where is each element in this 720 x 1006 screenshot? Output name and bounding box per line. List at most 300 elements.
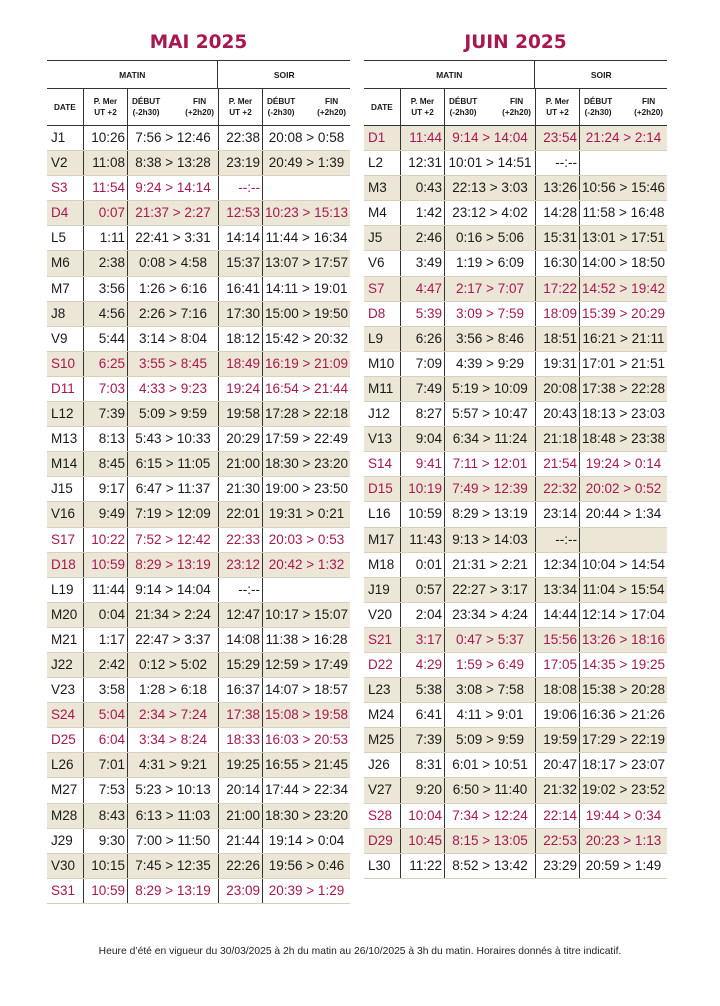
- matin-pleine-mer: 10:22: [83, 528, 127, 552]
- column-header: [364, 89, 667, 126]
- soir-debut-fin: 11:44 > 16:34: [262, 226, 350, 250]
- matin-debut-fin: 21:34 > 2:24: [127, 603, 218, 627]
- matin-debut-fin: 7:52 > 12:42: [127, 528, 218, 552]
- matin-pleine-mer: 7:03: [83, 377, 127, 401]
- matin-pleine-mer: 1:17: [83, 628, 127, 652]
- matin-pleine-mer: 0:07: [83, 201, 127, 225]
- table-row: [364, 653, 667, 678]
- day-number: 10: [60, 355, 76, 371]
- matin-pleine-mer: 8:43: [83, 804, 127, 828]
- matin-debut-fin: 2:17 > 7:07: [444, 277, 535, 301]
- soir-debut-fin: 20:49 > 1:39: [262, 151, 350, 175]
- soir-debut-fin: 15:38 > 20:28: [579, 678, 667, 702]
- soir-debut-fin: 15:42 > 20:32: [262, 327, 350, 351]
- soir-debut-fin: 10:17 > 15:07: [262, 603, 350, 627]
- soir-pleine-mer: 18:51: [535, 327, 579, 351]
- date-cell: [47, 778, 83, 802]
- matin-pleine-mer: 5:39: [400, 302, 444, 326]
- matin-debut-fin: 7:45 > 12:35: [127, 854, 218, 878]
- matin-debut-fin: 8:15 > 13:05: [444, 829, 535, 853]
- soir-pleine-mer: 18:12: [218, 327, 262, 351]
- matin-pleine-mer: 10:26: [83, 126, 127, 150]
- table-row: [47, 728, 350, 753]
- table-body: [47, 126, 350, 904]
- soir-pleine-mer: 18:33: [218, 728, 262, 752]
- weekday: D: [368, 130, 378, 145]
- matin-debut-fin: 2:26 > 7:16: [127, 302, 218, 326]
- date-cell: [364, 804, 400, 828]
- day-number: 2: [375, 155, 384, 171]
- weekday: M: [368, 531, 380, 547]
- date-cell: [364, 251, 400, 275]
- matin-debut-fin: 6:47 > 11:37: [127, 477, 218, 501]
- soir-debut-fin: 19:00 > 23:50: [262, 477, 350, 501]
- table-row: [47, 327, 350, 352]
- matin-pleine-mer: 10:19: [400, 477, 444, 501]
- soir-debut-fin: 13:01 > 17:51: [579, 226, 667, 250]
- weekday: S: [368, 280, 378, 296]
- day-number: 10: [379, 355, 395, 371]
- table-row: [364, 778, 667, 803]
- pmer-header: P. Mer UT +2: [83, 89, 127, 125]
- weekday: J: [51, 305, 58, 321]
- weekday: D: [368, 481, 378, 497]
- soir-pleine-mer: 23:29: [535, 854, 579, 878]
- date-cell: [364, 854, 400, 878]
- month-table-juin: [364, 30, 667, 879]
- soir-pleine-mer: --:--: [218, 176, 262, 200]
- soir-debut-fin: 17:01 > 21:51: [579, 352, 667, 376]
- matin-pleine-mer: 6:04: [83, 728, 127, 752]
- matin-pleine-mer: 10:04: [400, 804, 444, 828]
- day-number: 15: [57, 481, 73, 497]
- soir-debut-fin: 20:44 > 1:34: [579, 502, 667, 526]
- soir-debut-fin: 20:59 > 1:49: [579, 854, 667, 878]
- soir-pleine-mer: 23:12: [218, 553, 262, 577]
- day-number: 24: [60, 707, 76, 723]
- soir-debut-fin: 14:07 > 18:57: [262, 678, 350, 702]
- date-cell: [364, 352, 400, 376]
- matin-pleine-mer: 8:45: [83, 452, 127, 476]
- soir-debut-fin: 18:17 > 23:07: [579, 753, 667, 777]
- date-cell: [47, 628, 83, 652]
- weekday: V: [51, 330, 61, 346]
- table-row: [364, 176, 667, 201]
- matin-debut-fin: 1:19 > 6:09: [444, 251, 535, 275]
- matin-debut-fin: 9:13 > 14:03: [444, 528, 535, 552]
- soir-pleine-mer: 19:59: [535, 728, 579, 752]
- soir-debut-fin: 15:08 > 19:58: [262, 703, 350, 727]
- matin-pleine-mer: 9:49: [83, 502, 127, 526]
- date-cell: [364, 201, 400, 225]
- table-row: [364, 854, 667, 879]
- day-number: 12: [58, 406, 74, 422]
- table-row: [364, 728, 667, 753]
- date-cell: [364, 277, 400, 301]
- soir-pleine-mer: 19:58: [218, 402, 262, 426]
- day-number: 5: [58, 230, 67, 246]
- weekday: M: [368, 380, 380, 396]
- soir-debut-fin: 17:28 > 22:18: [262, 402, 350, 426]
- day-number: 27: [62, 782, 78, 798]
- soir-pleine-mer: 15:56: [535, 628, 579, 652]
- matin-pleine-mer: 4:47: [400, 277, 444, 301]
- matin-debut-fin: 3:34 > 8:24: [127, 728, 218, 752]
- date-cell: [47, 879, 83, 903]
- soir-pleine-mer: 18:49: [218, 352, 262, 376]
- date-cell: [47, 302, 83, 326]
- date-cell: [47, 829, 83, 853]
- matin-debut-fin: 5:09 > 9:59: [127, 402, 218, 426]
- table-row: [364, 753, 667, 778]
- matin-pleine-mer: 2:04: [400, 603, 444, 627]
- matin-debut-fin: 4:39 > 9:29: [444, 352, 535, 376]
- table-row: [47, 653, 350, 678]
- soir-debut-fin: 19:44 > 0:34: [579, 804, 667, 828]
- section-header: [364, 61, 667, 89]
- day-number: 4: [379, 205, 387, 221]
- date-cell: [364, 678, 400, 702]
- day-number: 21: [62, 631, 78, 647]
- date-cell: [364, 176, 400, 200]
- column-header: [47, 89, 350, 126]
- soir-pleine-mer: 14:14: [218, 226, 262, 250]
- soir-pleine-mer: 12:53: [218, 201, 262, 225]
- soir-header: SOIR: [217, 61, 350, 88]
- table-row: [47, 251, 350, 276]
- matin-pleine-mer: 11:43: [400, 528, 444, 552]
- matin-pleine-mer: 5:38: [400, 678, 444, 702]
- weekday: S: [51, 180, 61, 196]
- weekday: L: [51, 757, 59, 773]
- table-row: [47, 528, 350, 553]
- weekday: S: [51, 531, 61, 547]
- table-row: [364, 226, 667, 251]
- matin-pleine-mer: 11:22: [400, 854, 444, 878]
- day-number: 30: [60, 857, 76, 873]
- soir-pleine-mer: 13:26: [535, 176, 579, 200]
- weekday: M: [51, 631, 63, 647]
- soir-debut-fin: 20:08 > 0:58: [262, 126, 350, 150]
- soir-pleine-mer: 22:01: [218, 502, 262, 526]
- matin-debut-fin: 8:38 > 13:28: [127, 151, 218, 175]
- table-row: [364, 553, 667, 578]
- matin-debut-fin: 6:15 > 11:05: [127, 452, 218, 476]
- day-number: 14: [377, 456, 393, 472]
- weekday: D: [368, 305, 378, 321]
- matin-debut-fin: 7:11 > 12:01: [444, 452, 535, 476]
- soir-debut-fin: 10:04 > 14:54: [579, 553, 667, 577]
- soir-pleine-mer: 17:30: [218, 302, 262, 326]
- soir-pleine-mer: 21:44: [218, 829, 262, 853]
- matin-debut-fin: 1:26 > 6:16: [127, 277, 218, 301]
- matin-debut-fin: 7:19 > 12:09: [127, 502, 218, 526]
- matin-debut-fin: 6:50 > 11:40: [444, 778, 535, 802]
- matin-debut-fin: 8:29 > 13:19: [127, 553, 218, 577]
- soir-pleine-mer: 20:14: [218, 778, 262, 802]
- soir-debut-fin: 18:48 > 23:38: [579, 427, 667, 451]
- weekday: V: [368, 606, 378, 622]
- day-number: 2: [60, 155, 68, 171]
- matin-debut-fin: 21:31 > 2:21: [444, 553, 535, 577]
- weekday: M: [368, 556, 380, 572]
- day-number: 17: [379, 531, 395, 547]
- date-cell: [364, 226, 400, 250]
- weekday: V: [51, 682, 61, 698]
- soir-debut-fin: 17:59 > 22:49: [262, 427, 350, 451]
- soir-pleine-mer: 16:30: [535, 251, 579, 275]
- date-header: DATE: [54, 102, 76, 112]
- weekday: J: [368, 230, 375, 246]
- day-number: 6: [377, 255, 385, 271]
- matin-pleine-mer: 3:17: [400, 628, 444, 652]
- day-number: 20: [62, 606, 78, 622]
- matin-pleine-mer: 0:01: [400, 553, 444, 577]
- soir-debut-fin: 21:24 > 2:14: [579, 126, 667, 150]
- table-row: [364, 477, 667, 502]
- matin-pleine-mer: 3:49: [400, 251, 444, 275]
- date-cell: [364, 427, 400, 451]
- date-cell: [47, 678, 83, 702]
- matin-debut-fin: 7:49 > 12:39: [444, 477, 535, 501]
- day-number: 28: [62, 807, 78, 823]
- matin-debut-fin: 8:52 > 13:42: [444, 854, 535, 878]
- matin-debut-fin: 0:16 > 5:06: [444, 226, 535, 250]
- footer-note: Heure d’été en vigueur du 30/03/2025 à 2h du matin au 26/10/2025 à 3h du matin. Horaires donnés à titre indicatif.: [98, 946, 622, 957]
- soir-pleine-mer: 18:08: [535, 678, 579, 702]
- day-number: 14: [62, 456, 78, 472]
- date-cell: [364, 829, 400, 853]
- table-row: [47, 302, 350, 327]
- table-row: [364, 528, 667, 553]
- date-header: DATE: [371, 102, 393, 112]
- soir-pleine-mer: 21:00: [218, 804, 262, 828]
- matin-debut-fin: 0:47 > 5:37: [444, 628, 535, 652]
- weekday: D: [51, 556, 61, 572]
- matin-debut-fin: 10:01 > 14:51: [444, 151, 535, 175]
- weekday: D: [51, 380, 61, 396]
- soir-debut-fin: 11:04 > 15:54: [579, 578, 667, 602]
- table-row: [364, 402, 667, 427]
- date-cell: [47, 176, 83, 200]
- matin-debut-fin: 7:00 > 11:50: [127, 829, 218, 853]
- matin-debut-fin: 22:47 > 3:37: [127, 628, 218, 652]
- matin-pleine-mer: 1:11: [83, 226, 127, 250]
- matin-pleine-mer: 9:41: [400, 452, 444, 476]
- table-row: [47, 277, 350, 302]
- day-number: 3: [379, 180, 387, 196]
- table-body: [364, 126, 667, 879]
- table-row: [364, 427, 667, 452]
- date-cell: [364, 302, 400, 326]
- day-number: 5: [374, 230, 383, 246]
- matin-debut-fin: 3:09 > 7:59: [444, 302, 535, 326]
- table-row: [47, 126, 350, 151]
- date-cell: [47, 327, 83, 351]
- table-row: [364, 703, 667, 728]
- day-number: 7: [62, 280, 70, 296]
- matin-pleine-mer: 0:04: [83, 603, 127, 627]
- matin-debut-fin: 1:28 > 6:18: [127, 678, 218, 702]
- matin-debut-fin: 5:43 > 10:33: [127, 427, 218, 451]
- soir-debut-fin: 20:23 > 1:13: [579, 829, 667, 853]
- date-cell: [364, 502, 400, 526]
- soir-debut-fin: 10:23 > 15:13: [262, 201, 350, 225]
- table-row: [47, 678, 350, 703]
- date-cell: [364, 628, 400, 652]
- weekday: M: [368, 732, 380, 748]
- table-row: [47, 427, 350, 452]
- day-number: 8: [377, 305, 386, 321]
- table-row: [364, 502, 667, 527]
- debut-fin-header: DÉBUT (-2h30) FIN (+2h20): [444, 89, 535, 125]
- day-number: 9: [375, 330, 384, 346]
- day-number: 24: [379, 707, 395, 723]
- weekday: L: [51, 581, 59, 597]
- soir-debut-fin: 11:38 > 16:28: [262, 628, 350, 652]
- matin-debut-fin: 0:12 > 5:02: [127, 653, 218, 677]
- weekday: V: [368, 782, 378, 798]
- weekday: M: [51, 255, 63, 271]
- matin-debut-fin: 1:59 > 6:49: [444, 653, 535, 677]
- weekday: J: [368, 406, 375, 422]
- soir-pleine-mer: 20:29: [218, 427, 262, 451]
- soir-pleine-mer: 19:24: [218, 377, 262, 401]
- matin-pleine-mer: 11:44: [400, 126, 444, 150]
- weekday: J: [51, 832, 58, 848]
- soir-debut-fin: 14:00 > 18:50: [579, 251, 667, 275]
- matin-debut-fin: 4:11 > 9:01: [444, 703, 535, 727]
- pmer-header: P. Mer UT +2: [535, 89, 579, 125]
- table-row: [364, 151, 667, 176]
- table-row: [364, 829, 667, 854]
- matin-pleine-mer: 4:29: [400, 653, 444, 677]
- soir-pleine-mer: 23:54: [535, 126, 579, 150]
- soir-pleine-mer: --:--: [535, 528, 579, 552]
- weekday: J: [51, 130, 58, 145]
- date-cell: [364, 753, 400, 777]
- table-row: [47, 176, 350, 201]
- weekday: L: [368, 682, 376, 698]
- soir-debut-fin: 16:03 > 20:53: [262, 728, 350, 752]
- soir-pleine-mer: 23:09: [218, 879, 262, 903]
- table-row: [47, 854, 350, 879]
- weekday: J: [51, 656, 58, 672]
- soir-debut-fin: 12:14 > 17:04: [579, 603, 667, 627]
- date-cell: [47, 553, 83, 577]
- soir-pleine-mer: 16:37: [218, 678, 262, 702]
- day-number: 11: [60, 380, 75, 396]
- soir-debut-fin: 13:26 > 18:16: [579, 628, 667, 652]
- date-cell: [47, 728, 83, 752]
- weekday: V: [51, 506, 61, 522]
- table-row: [364, 302, 667, 327]
- date-cell: [364, 728, 400, 752]
- date-cell: [47, 703, 83, 727]
- weekday: L: [368, 155, 376, 171]
- matin-pleine-mer: 7:49: [400, 377, 444, 401]
- day-number: 21: [377, 631, 393, 647]
- matin-debut-fin: 7:56 > 12:46: [127, 126, 218, 150]
- table-row: [47, 151, 350, 176]
- day-number: 13: [62, 431, 78, 447]
- soir-pleine-mer: 20:43: [535, 402, 579, 426]
- date-cell: [47, 427, 83, 451]
- matin-pleine-mer: 10:45: [400, 829, 444, 853]
- matin-pleine-mer: 7:39: [400, 728, 444, 752]
- day-number: 29: [57, 832, 73, 848]
- matin-pleine-mer: 5:44: [83, 327, 127, 351]
- table-row: [47, 352, 350, 377]
- soir-pleine-mer: 23:19: [218, 151, 262, 175]
- soir-debut-fin: 11:58 > 16:48: [579, 201, 667, 225]
- weekday: D: [51, 205, 61, 221]
- matin-pleine-mer: 3:56: [83, 277, 127, 301]
- weekday: J: [368, 581, 375, 597]
- soir-pleine-mer: 20:47: [535, 753, 579, 777]
- weekday: J: [51, 481, 58, 497]
- table-row: [364, 804, 667, 829]
- table-row: [47, 879, 350, 904]
- pmer-header: P. Mer UT +2: [218, 89, 262, 125]
- date-cell: [47, 402, 83, 426]
- soir-pleine-mer: 17:22: [535, 277, 579, 301]
- matin-debut-fin: 8:29 > 13:19: [444, 502, 535, 526]
- date-cell: [364, 151, 400, 175]
- soir-debut-fin: 19:02 > 23:52: [579, 778, 667, 802]
- table-row: [364, 251, 667, 276]
- pmer-header: P. Mer UT +2: [400, 89, 444, 125]
- matin-pleine-mer: 2:42: [83, 653, 127, 677]
- weekday: V: [368, 255, 378, 271]
- day-number: 28: [377, 807, 393, 823]
- soir-pleine-mer: 15:37: [218, 251, 262, 275]
- date-cell: [47, 477, 83, 501]
- day-number: 22: [377, 656, 393, 672]
- matin-pleine-mer: 8:31: [400, 753, 444, 777]
- day-number: 11: [379, 380, 394, 396]
- soir-debut-fin: 12:59 > 17:49: [262, 653, 350, 677]
- soir-pleine-mer: 14:44: [535, 603, 579, 627]
- day-number: 18: [379, 556, 395, 572]
- matin-pleine-mer: 7:09: [400, 352, 444, 376]
- matin-debut-fin: 23:34 > 4:24: [444, 603, 535, 627]
- soir-debut-fin: 14:52 > 19:42: [579, 277, 667, 301]
- matin-pleine-mer: 10:59: [83, 879, 127, 903]
- soir-header: SOIR: [534, 61, 667, 88]
- section-header: [47, 61, 350, 89]
- soir-debut-fin: 17:44 > 22:34: [262, 778, 350, 802]
- matin-debut-fin: 9:24 > 14:14: [127, 176, 218, 200]
- day-number: 1: [57, 130, 66, 145]
- matin-pleine-mer: 10:15: [83, 854, 127, 878]
- soir-debut-fin: 20:39 > 1:29: [262, 879, 350, 903]
- soir-debut-fin: 16:54 > 21:44: [262, 377, 350, 401]
- date-cell: [364, 327, 400, 351]
- matin-pleine-mer: 2:38: [83, 251, 127, 275]
- matin-pleine-mer: 10:59: [83, 553, 127, 577]
- matin-pleine-mer: 0:57: [400, 578, 444, 602]
- matin-debut-fin: 3:55 > 8:45: [127, 352, 218, 376]
- day-number: 23: [60, 682, 76, 698]
- soir-debut-fin: 17:38 > 22:28: [579, 377, 667, 401]
- date-cell: [364, 553, 400, 577]
- day-number: 27: [377, 782, 393, 798]
- weekday: L: [368, 857, 376, 873]
- soir-debut-fin: 16:21 > 21:11: [579, 327, 667, 351]
- soir-debut-fin: 19:14 > 0:04: [262, 829, 350, 853]
- matin-debut-fin: 4:31 > 9:21: [127, 753, 218, 777]
